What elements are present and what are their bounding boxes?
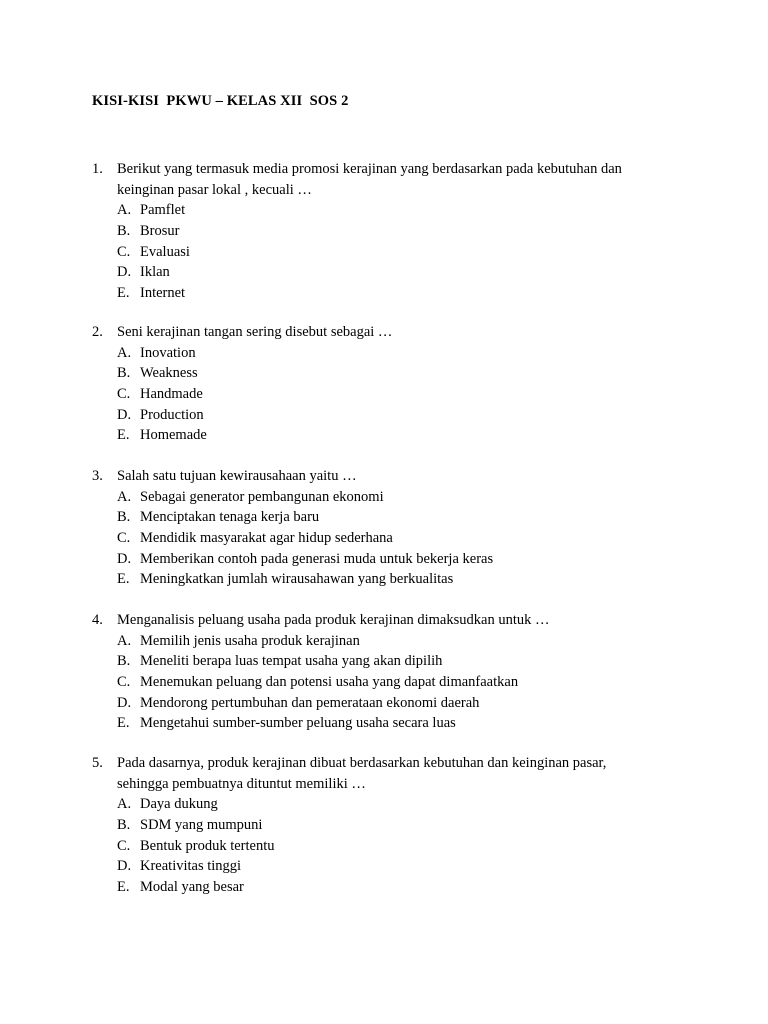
answer-option xyxy=(0,507,768,528)
question-text-line xyxy=(0,322,768,343)
answer-option xyxy=(0,815,768,836)
question-text-line xyxy=(0,753,768,774)
option-text: Bentuk produk tertentu xyxy=(140,837,275,854)
option-text: Brosur xyxy=(140,223,180,240)
question-number: 4. xyxy=(92,612,103,628)
option-text: Meneliti berapa luas tempat usaha yang akan dipilih xyxy=(140,653,443,670)
option-text: Menemukan peluang dan potensi usaha yang dapat dimanfaatkan xyxy=(140,674,519,691)
answer-option xyxy=(0,569,768,590)
answer-option xyxy=(0,283,768,304)
option-letter: E. xyxy=(117,571,130,588)
option-letter: E. xyxy=(117,715,130,732)
question-text: sehingga pembuatnya dituntut memiliki … xyxy=(117,775,366,792)
option-text: Menciptakan tenaga kerja baru xyxy=(140,509,320,526)
option-text: Evaluasi xyxy=(140,243,190,260)
question-text-line xyxy=(0,180,768,201)
option-text: Meningkatkan jumlah wirausahawan yang berkualitas xyxy=(140,571,454,588)
answer-option xyxy=(0,528,768,549)
option-letter: C. xyxy=(117,674,131,691)
answer-option xyxy=(0,221,768,242)
answer-option xyxy=(0,405,768,426)
option-letter: D. xyxy=(117,694,132,711)
option-letter: D. xyxy=(117,858,132,875)
option-letter: B. xyxy=(117,817,131,834)
answer-option xyxy=(0,363,768,384)
option-letter: D. xyxy=(117,264,132,281)
option-text: Inovation xyxy=(140,344,196,361)
answer-option xyxy=(0,836,768,857)
answer-option xyxy=(0,877,768,898)
option-letter: D. xyxy=(117,550,132,567)
option-letter: C. xyxy=(117,530,131,547)
option-letter: A. xyxy=(117,488,132,505)
option-text: Homemade xyxy=(140,427,207,444)
question-number: 5. xyxy=(92,755,103,771)
option-text: Production xyxy=(140,406,204,423)
question-text: Salah satu tujuan kewirausahaan yaitu … xyxy=(117,468,357,484)
question-5 xyxy=(0,753,768,898)
option-letter: B. xyxy=(117,365,131,382)
answer-option xyxy=(0,794,768,815)
option-letter: C. xyxy=(117,837,131,854)
answer-option xyxy=(0,549,768,570)
answer-option xyxy=(0,651,768,672)
question-text-line xyxy=(0,610,768,631)
question-text: Seni kerajinan tangan sering disebut sebagai … xyxy=(117,324,393,340)
option-letter: E. xyxy=(117,879,130,896)
option-letter: D. xyxy=(117,406,132,423)
option-text: Weakness xyxy=(140,365,198,382)
option-text: Handmade xyxy=(140,386,203,403)
option-letter: B. xyxy=(117,509,131,526)
question-text: Menganalisis peluang usaha pada produk kerajinan dimaksudkan untuk … xyxy=(117,612,550,628)
answer-option xyxy=(0,200,768,221)
option-text: Pamflet xyxy=(140,202,186,219)
option-text: Sebagai generator pembangunan ekonomi xyxy=(140,488,384,505)
question-text-line xyxy=(0,466,768,487)
answer-option xyxy=(0,425,768,446)
option-letter: C. xyxy=(117,386,131,403)
answer-option xyxy=(0,713,768,734)
question-3 xyxy=(0,466,768,590)
option-letter: A. xyxy=(117,344,132,361)
option-letter: C. xyxy=(117,243,131,260)
option-letter: B. xyxy=(117,223,131,240)
option-letter: B. xyxy=(117,653,131,670)
question-text-line xyxy=(0,774,768,795)
question-1 xyxy=(0,159,768,304)
option-text: Daya dukung xyxy=(140,796,218,813)
option-letter: A. xyxy=(117,632,132,649)
question-4 xyxy=(0,610,768,734)
option-text: Memilih jenis usaha produk kerajinan xyxy=(140,632,360,649)
option-text: Mendidik masyarakat agar hidup sederhana xyxy=(140,530,393,547)
question-number: 3. xyxy=(92,468,103,484)
answer-option xyxy=(0,672,768,693)
option-text: SDM yang mumpuni xyxy=(140,817,263,834)
question-text-line xyxy=(0,159,768,180)
answer-option xyxy=(0,242,768,263)
option-text: Kreativitas tinggi xyxy=(140,858,242,875)
option-text: Iklan xyxy=(140,264,170,281)
option-letter: A. xyxy=(117,202,132,219)
option-text: Modal yang besar xyxy=(140,879,244,896)
question-text: Berikut yang termasuk media promosi kerajinan yang berdasarkan pada kebutuhan dan xyxy=(117,161,622,177)
option-text: Mengetahui sumber-sumber peluang usaha secara luas xyxy=(140,715,456,732)
answer-option xyxy=(0,693,768,714)
question-number: 1. xyxy=(92,161,103,177)
option-text: Memberikan contoh pada generasi muda untuk bekerja keras xyxy=(140,550,494,567)
question-2 xyxy=(0,322,768,446)
answer-option xyxy=(0,631,768,652)
option-letter: A. xyxy=(117,796,132,813)
question-number: 2. xyxy=(92,324,103,340)
option-text: Mendorong pertumbuhan dan pemerataan ekonomi daerah xyxy=(140,694,480,711)
question-text: keinginan pasar lokal , kecuali … xyxy=(117,181,312,198)
option-text: Internet xyxy=(140,285,186,302)
option-letter: E. xyxy=(117,285,130,302)
question-text: Pada dasarnya, produk kerajinan dibuat berdasarkan kebutuhan dan keinginan pasar, xyxy=(117,755,607,771)
option-letter: E. xyxy=(117,427,130,444)
answer-option xyxy=(0,262,768,283)
answer-option xyxy=(0,487,768,508)
answer-option xyxy=(0,343,768,364)
document-title: KISI-KISI PKWU – KELAS XII SOS 2 xyxy=(92,93,349,109)
answer-option xyxy=(0,384,768,405)
answer-option xyxy=(0,856,768,877)
